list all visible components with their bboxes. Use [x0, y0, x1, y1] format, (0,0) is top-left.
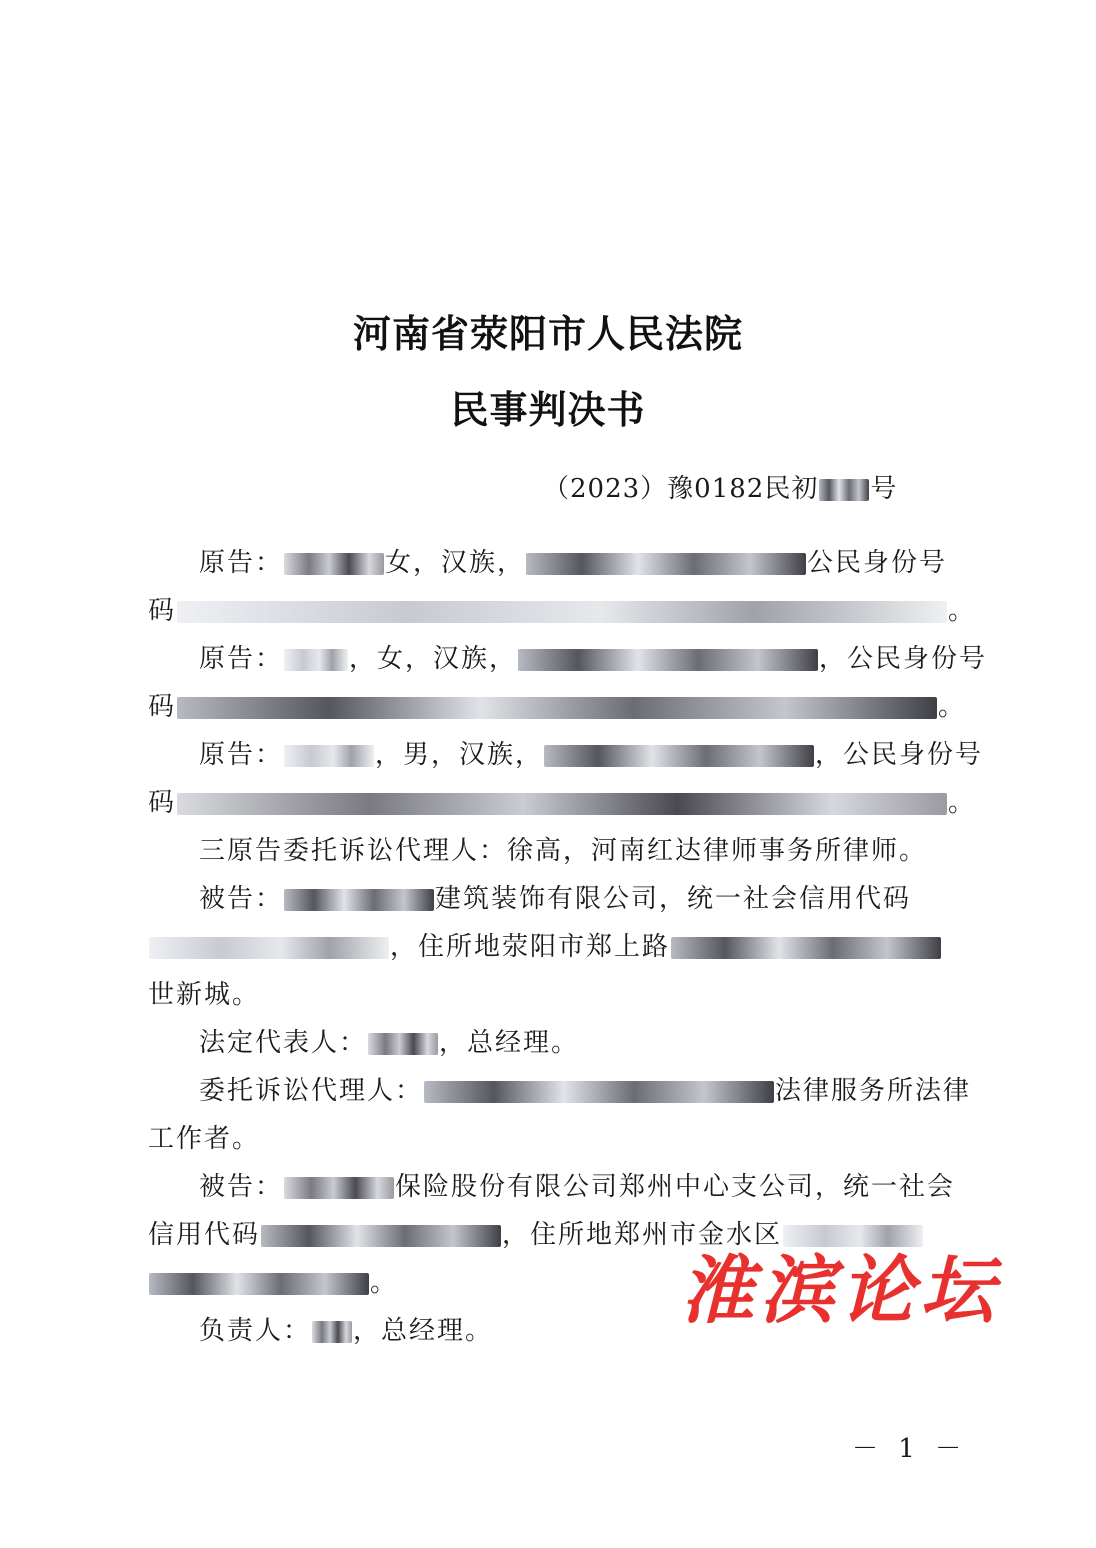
- case-number-prefix: （2023）豫0182民初: [543, 474, 819, 504]
- plaintiff2-line1: [199, 638, 987, 675]
- case-number: [543, 468, 897, 505]
- defendant1-agent: [199, 1070, 971, 1107]
- defendant2-address-end: 。: [370, 1268, 399, 1298]
- defendant1-label: 被告：: [199, 884, 284, 914]
- plaintiff2-label: 原告：: [199, 644, 284, 674]
- document-type: 民事判决书: [450, 387, 646, 432]
- defendant1-agent-end: 工作者。: [148, 1124, 261, 1154]
- plaintiff2-id-label: ，公民身份号: [819, 644, 988, 674]
- case-number-suffix: 号: [870, 474, 898, 504]
- defendant1-line2: [148, 926, 942, 963]
- plaintiff2-id-label-cont: 码: [148, 692, 177, 722]
- redacted-block: [526, 553, 806, 575]
- defendant2-company: 保险股份有限公司郑州中心支公司，统一社会: [395, 1172, 956, 1202]
- head-title: ，总经理。: [353, 1316, 494, 1346]
- plaintiff1-id-label-cont: 码: [148, 596, 177, 626]
- redacted-block: [284, 745, 374, 767]
- plaintiff2-line2: [148, 686, 966, 723]
- plaintiff2-info: ，女，汉族，: [349, 644, 518, 674]
- defendant1-company: 建筑装饰有限公司，统一社会信用代码: [435, 884, 912, 914]
- redacted-block: [284, 553, 384, 575]
- head-label: 负责人：: [199, 1316, 312, 1346]
- redacted-block: [544, 745, 814, 767]
- redacted-block: [312, 1321, 352, 1343]
- defendant2-address: ，住所地郑州市金水区: [502, 1220, 783, 1250]
- credit-label: 信用代码: [148, 1220, 261, 1250]
- redacted-block: [149, 1273, 369, 1295]
- defendant2-head: [199, 1310, 493, 1347]
- redacted-block: [177, 697, 937, 719]
- plaintiff3-id-label: ，公民身份号: [815, 740, 984, 770]
- defendant2-line1: [199, 1166, 955, 1203]
- court-name: 河南省荥阳市人民法院: [352, 311, 743, 356]
- redacted-block: [149, 937, 389, 959]
- plaintiff3-id-label-cont: 码: [148, 788, 177, 818]
- plaintiff3-end: 。: [948, 788, 977, 818]
- defendant1-legal-rep: [199, 1022, 579, 1059]
- legal-rep-title: ，总经理。: [439, 1028, 580, 1058]
- agent-org: 法律服务所法律: [775, 1076, 972, 1106]
- plaintiff1-line2: [148, 590, 976, 627]
- plaintiff3-line1: [199, 734, 983, 771]
- defendant1-address-end: 世新城。: [148, 980, 261, 1010]
- plaintiff1-end: 。: [948, 596, 977, 626]
- legal-rep-label: 法定代表人：: [199, 1028, 368, 1058]
- forum-watermark: 淮滨论坛: [680, 1248, 1000, 1334]
- agent-label: 委托诉讼代理人：: [199, 1076, 424, 1106]
- redacted-block: [177, 793, 947, 815]
- redacted-block: [261, 1225, 501, 1247]
- plaintiff1-line1: [199, 542, 947, 579]
- page-number: － 1 －: [852, 1434, 968, 1464]
- redacted-block: [819, 479, 869, 501]
- plaintiff3-label: 原告：: [199, 740, 284, 770]
- redacted-block: [424, 1081, 774, 1103]
- redacted-block: [284, 649, 348, 671]
- defendant2-label: 被告：: [199, 1172, 284, 1202]
- plaintiff3-info: ，男，汉族，: [375, 740, 544, 770]
- redacted-block: [284, 889, 434, 911]
- redacted-block: [284, 1177, 394, 1199]
- redacted-block: [671, 937, 941, 959]
- plaintiff1-info: 女，汉族，: [385, 548, 526, 578]
- plaintiff1-id-label: 公民身份号: [807, 548, 948, 578]
- plaintiff2-end: 。: [938, 692, 967, 722]
- plaintiffs-agent: 三原告委托诉讼代理人：徐高，河南红达律师事务所律师。: [199, 836, 928, 866]
- redacted-block: [177, 601, 947, 623]
- plaintiff1-label: 原告：: [199, 548, 284, 578]
- defendant1-address: ，住所地荥阳市郑上路: [390, 932, 671, 962]
- defendant2-line3: [148, 1262, 398, 1299]
- plaintiff3-line2: [148, 782, 976, 819]
- redacted-block: [368, 1033, 438, 1055]
- defendant1-line1: [199, 878, 911, 915]
- redacted-block: [518, 649, 818, 671]
